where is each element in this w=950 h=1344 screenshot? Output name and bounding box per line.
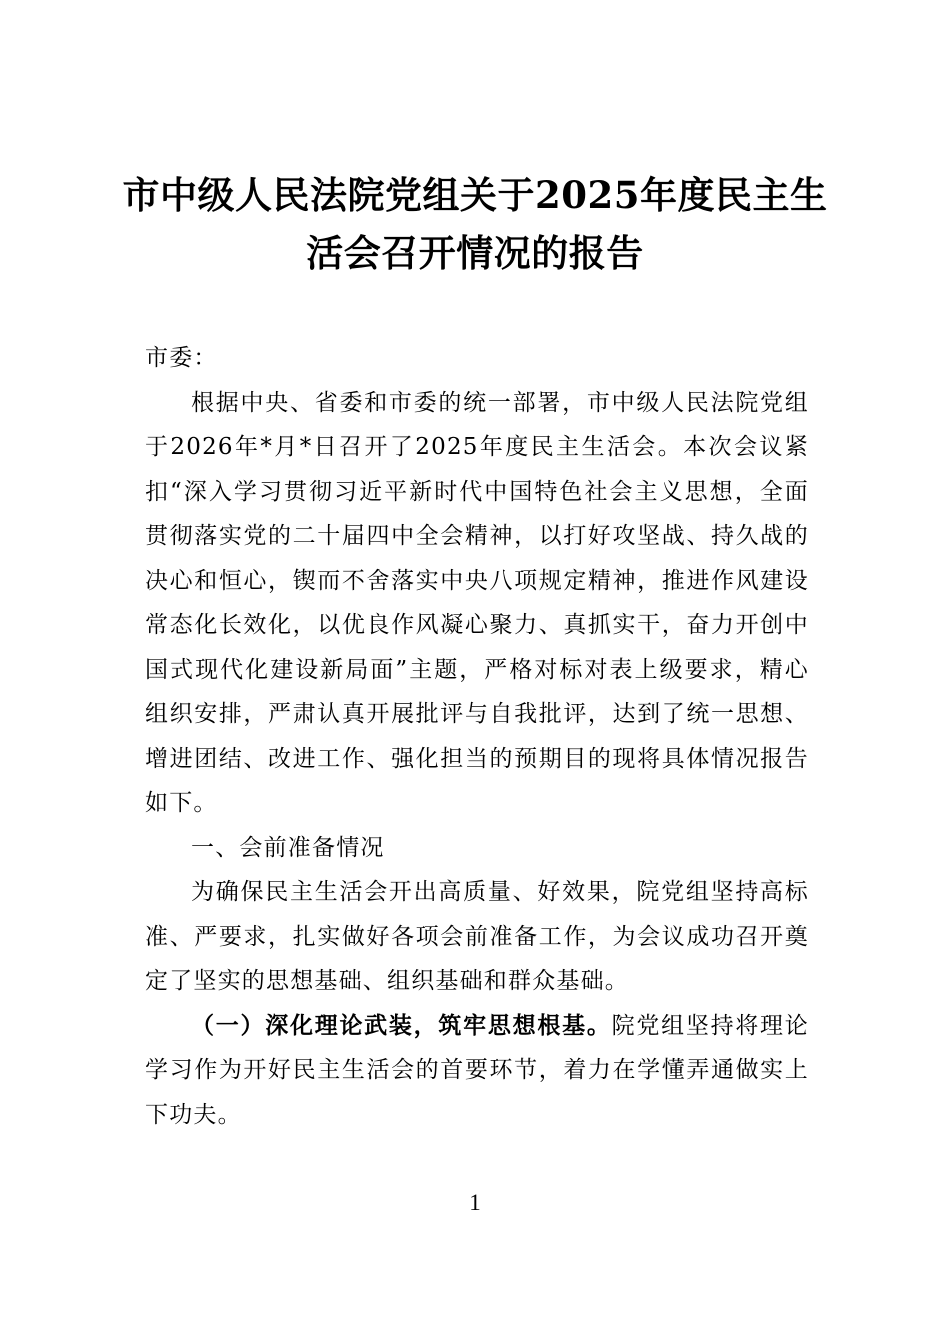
section-heading-1: 一、会前准备情况	[191, 834, 385, 861]
document-title	[120, 166, 830, 282]
title-line-1: 市中级人民法院党组关于2025年度民主生	[122, 173, 828, 217]
paragraph-intro: 根据中央、省委和市委的统一部署，市中级人民法院党组于2026年*月*日召开了2025年度民主生活会。本次会议紧扣“深入学习贯彻习近平新时代中国特色社会主义思想，全面贯彻落实党的二十届四中全会精神，以打好攻坚战、持久战的决心和恒心，锲而不舍落实中央八项规定精神，推进作风建设常态化长效化，以优良作风凝心聚力、真抓实干，奋力开创中国式现代化建设新局面”主题，严格对标对表上级要求，精心组织安排，严肃认真开展批评与自我批评，达到了统一思想、增进团结、改进工作、强化担当的预期目的现将具体情况报告如下。	[145, 389, 809, 816]
paragraph-sub-1	[145, 1004, 809, 1138]
salutation: 市委：	[145, 345, 218, 371]
sub-heading-1: （一）深化理论武装，筑牢思想根基。	[191, 1011, 612, 1039]
page-number: 1	[469, 1190, 481, 1215]
document-body	[145, 336, 809, 1137]
title-line-2: 活会召开情况的报告	[306, 231, 644, 275]
sub-heading-1-text: 院党组坚持将理论学习作为开好民主生活会的首要环节，着力在学懂弄通做实上下功夫。	[145, 1012, 809, 1128]
paragraph-preparation: 为确保民主生活会开出高质量、好效果，院党组坚持高标准、严要求，扎实做好各项会前准备工作，为会议成功召开奠定了坚实的思想基础、组织基础和群众基础。	[145, 879, 809, 994]
